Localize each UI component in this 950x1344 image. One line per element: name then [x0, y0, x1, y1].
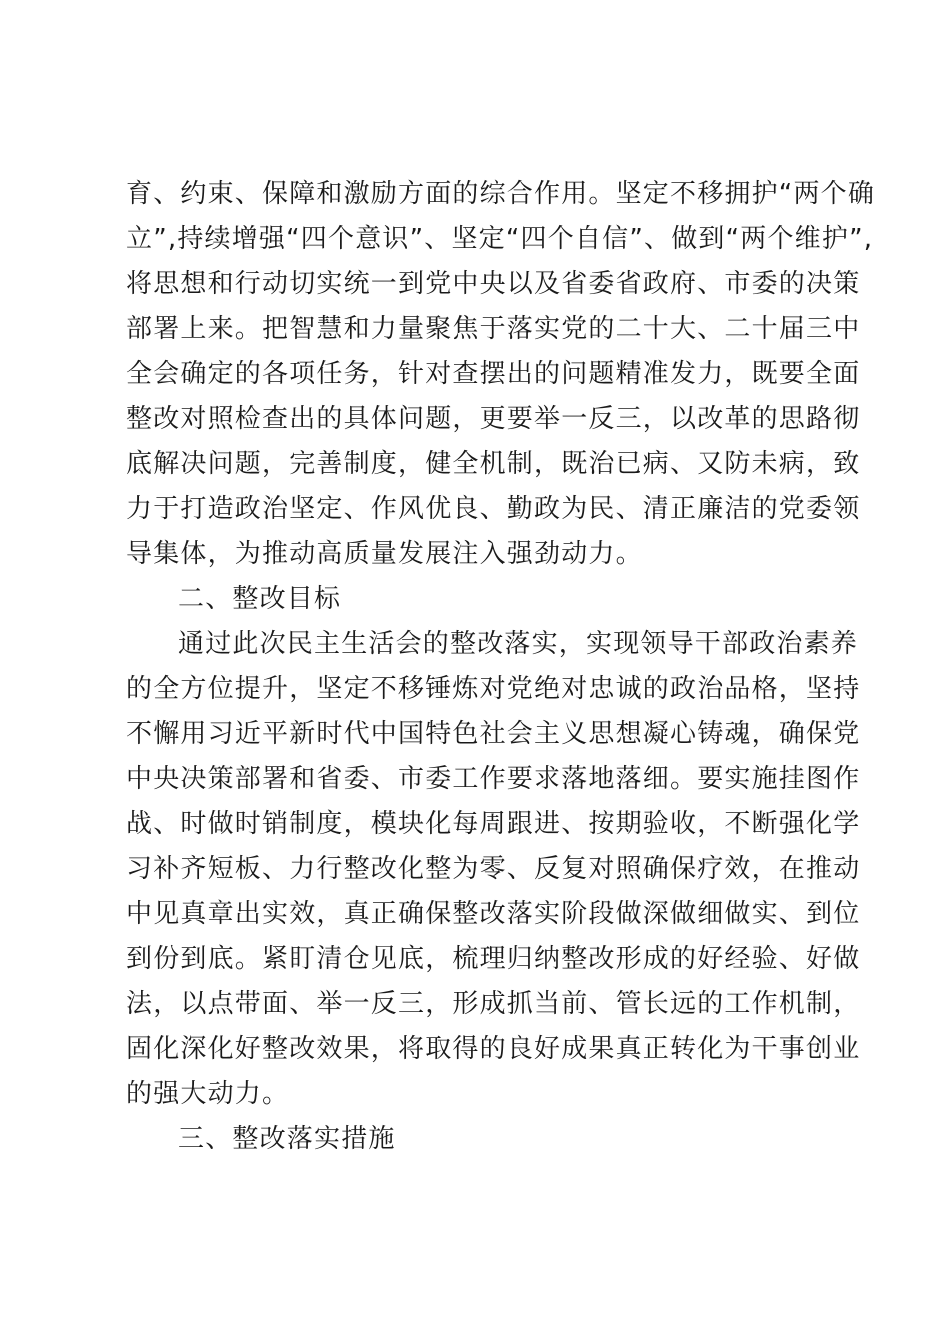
paragraph-2-line-3: 不懈用习近平新时代中国特色社会主义思想凝心铸魂，确保党: [126, 719, 861, 749]
paragraph-1-line-9: 导集体，为推动高质量发展注入强劲动力。: [126, 539, 643, 569]
section-heading-measures: 三、整改落实措施: [178, 1124, 396, 1154]
paragraph-2-line-11: 的强大动力。: [126, 1079, 290, 1109]
paragraph-2-line-8: 到份到底。紧盯清仓见底，梳理归纳整改形成的好经验、好做: [126, 944, 861, 974]
paragraph-1-line-5: 全会确定的各项任务，针对查摆出的问题精准发力，既要全面: [126, 359, 861, 389]
paragraph-1-line-8: 力于打造政治坚定、作风优良、勤政为民、清正廉洁的党委领: [126, 494, 861, 524]
paragraph-2-line-1: 通过此次民主生活会的整改落实，实现领导干部政治素养: [178, 629, 859, 659]
paragraph-1-line-1: 育、约束、保障和激励方面的综合作用。坚定不移拥护“两个确: [126, 179, 876, 209]
paragraph-1-line-3: 将思想和行动切实统一到党中央以及省委省政府、市委的决策: [126, 269, 861, 299]
paragraph-2-line-9: 法，以点带面、举一反三，形成抓当前、管长远的工作机制，: [126, 989, 861, 1019]
paragraph-2-line-2: 的全方位提升，坚定不移锤炼对党绝对忠诚的政治品格，坚持: [126, 674, 861, 704]
paragraph-1-line-7: 底解决问题，完善制度，健全机制，既治已病、又防未病，致: [126, 449, 861, 479]
paragraph-1-line-2: 立”,持续增强“四个意识”、坚定“四个自信”、做到“两个维护”,: [126, 224, 874, 254]
paragraph-2-line-10: 固化深化好整改效果，将取得的良好成果真正转化为干事创业: [126, 1034, 861, 1064]
paragraph-1-line-4: 部署上来。把智慧和力量聚焦于落实党的二十大、二十届三中: [126, 314, 861, 344]
paragraph-2-line-4: 中央决策部署和省委、市委工作要求落地落细。要实施挂图作: [126, 764, 861, 794]
section-heading-goals: 二、整改目标: [178, 584, 342, 614]
paragraph-2-line-5: 战、时做时销制度，模块化每周跟进、按期验收，不断强化学: [126, 809, 861, 839]
paragraph-2-line-7: 中见真章出实效，真正确保整改落实阶段做深做细做实、到位: [126, 899, 861, 929]
paragraph-1-line-6: 整改对照检查出的具体问题，更要举一反三，以改革的思路彻: [126, 404, 861, 434]
paragraph-2-line-6: 习补齐短板、力行整改化整为零、反复对照确保疗效，在推动: [126, 854, 861, 884]
